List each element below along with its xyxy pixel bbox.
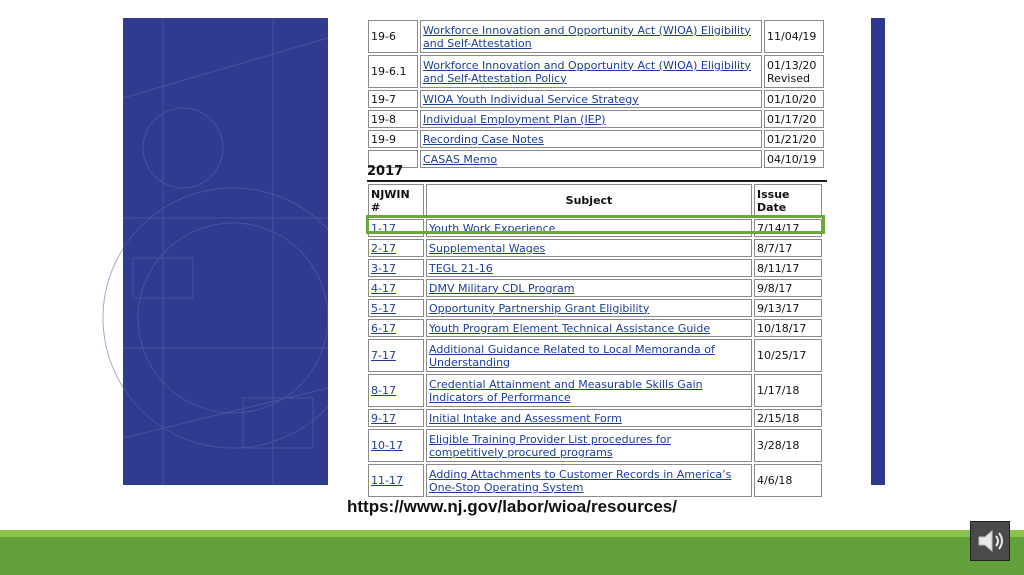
right-blue-stripe bbox=[871, 18, 885, 485]
memo-number-cell bbox=[368, 319, 424, 337]
memo-number-link[interactable]: 9-17 bbox=[371, 411, 396, 425]
memo-link[interactable]: TEGL 21-16 bbox=[429, 261, 493, 275]
table-row bbox=[368, 429, 822, 462]
table-row bbox=[368, 55, 824, 88]
memo-link[interactable]: Additional Guidance Related to Local Memoranda of Understanding bbox=[429, 342, 715, 369]
memo-link[interactable]: Individual Employment Plan (IEP) bbox=[423, 112, 606, 126]
memo-subject-cell bbox=[426, 429, 752, 462]
memo-subject-cell bbox=[420, 20, 762, 53]
memo-number-link[interactable]: 1-17 bbox=[371, 221, 396, 235]
resources-page bbox=[328, 18, 871, 494]
memo-number-cell bbox=[368, 219, 424, 237]
memo-link[interactable]: Youth Program Element Technical Assistance Guide bbox=[429, 321, 711, 335]
table-row bbox=[368, 319, 822, 337]
memo-number-link[interactable]: 6-17 bbox=[371, 321, 396, 335]
memo-number: 19-8 bbox=[368, 110, 418, 128]
table-row bbox=[368, 130, 824, 148]
speaker-icon bbox=[971, 522, 1009, 560]
memo-number-link[interactable]: 4-17 bbox=[371, 281, 396, 295]
table-row bbox=[368, 259, 822, 277]
memo-date: 4/6/18 bbox=[754, 464, 822, 497]
memo-subject-cell bbox=[426, 409, 752, 427]
memo-table-2017 bbox=[366, 182, 824, 499]
memo-date: 2/15/18 bbox=[754, 409, 822, 427]
memo-number-link[interactable]: 3-17 bbox=[371, 261, 396, 275]
memo-subject-cell bbox=[426, 339, 752, 372]
memo-number-cell bbox=[368, 239, 424, 257]
memo-date: 8/7/17 bbox=[754, 239, 822, 257]
memo-date: 01/17/20 bbox=[764, 110, 824, 128]
memo-subject-cell bbox=[426, 374, 752, 407]
table-header-row bbox=[368, 184, 822, 217]
table-row bbox=[368, 219, 822, 237]
memo-number-cell bbox=[368, 279, 424, 297]
table-row bbox=[368, 464, 822, 497]
memo-date: 10/25/17 bbox=[754, 339, 822, 372]
table-row bbox=[368, 90, 824, 108]
memo-subject-cell bbox=[420, 130, 762, 148]
memo-number-cell bbox=[368, 299, 424, 317]
table-row bbox=[368, 299, 822, 317]
memo-number-cell bbox=[368, 464, 424, 497]
memo-number-cell bbox=[368, 429, 424, 462]
memo-subject-cell bbox=[426, 464, 752, 497]
column-header-subject: Subject bbox=[426, 184, 752, 217]
memo-subject-cell bbox=[420, 55, 762, 88]
memo-number-link[interactable]: 10-17 bbox=[371, 439, 403, 452]
memo-link[interactable]: Initial Intake and Assessment Form bbox=[429, 411, 622, 425]
column-header-date: Issue Date bbox=[754, 184, 822, 217]
memo-date: 04/10/19 bbox=[764, 150, 824, 168]
memo-link[interactable]: Workforce Innovation and Opportunity Act (WIOA) Eligibility and Self-Attestation bbox=[423, 23, 751, 50]
screenshot-image bbox=[123, 18, 885, 494]
table-row bbox=[368, 279, 822, 297]
memo-table-2019 bbox=[366, 18, 826, 170]
memo-subject-cell bbox=[420, 110, 762, 128]
blueprint-background bbox=[123, 18, 328, 485]
memo-date: 9/13/17 bbox=[754, 299, 822, 317]
memo-subject-cell bbox=[420, 150, 762, 168]
audio-button[interactable] bbox=[970, 521, 1010, 561]
memo-number-cell bbox=[368, 339, 424, 372]
table-row bbox=[368, 374, 822, 407]
memo-subject-cell bbox=[426, 279, 752, 297]
table-row bbox=[368, 239, 822, 257]
memo-date: 9/8/17 bbox=[754, 279, 822, 297]
memo-date: 01/21/20 bbox=[764, 130, 824, 148]
memo-subject-cell bbox=[426, 259, 752, 277]
memo-date: 3/28/18 bbox=[754, 429, 822, 462]
url-caption: https://www.nj.gov/labor/wioa/resources/ bbox=[347, 497, 677, 516]
column-header-number: NJWIN # bbox=[368, 184, 424, 217]
memo-date: 01/10/20 bbox=[764, 90, 824, 108]
memo-number-cell bbox=[368, 259, 424, 277]
memo-subject-cell bbox=[426, 219, 752, 237]
memo-date: 1/17/18 bbox=[754, 374, 822, 407]
memo-number-link[interactable]: 7-17 bbox=[371, 349, 396, 362]
memo-subject-cell bbox=[420, 90, 762, 108]
memo-link[interactable]: DMV Military CDL Program bbox=[429, 281, 575, 295]
memo-number: 19-6.1 bbox=[368, 55, 418, 88]
memo-link[interactable]: Recording Case Notes bbox=[423, 132, 544, 146]
memo-link[interactable]: WIOA Youth Individual Service Strategy bbox=[423, 92, 639, 106]
table-row bbox=[368, 20, 824, 53]
memo-number-link[interactable]: 8-17 bbox=[371, 384, 396, 397]
table-row bbox=[368, 339, 822, 372]
memo-link[interactable]: CASAS Memo bbox=[423, 152, 498, 166]
memo-link[interactable]: Eligible Training Provider List procedures for competitively procured programs bbox=[429, 432, 671, 459]
memo-subject-cell bbox=[426, 319, 752, 337]
memo-number-link[interactable]: 2-17 bbox=[371, 241, 396, 255]
memo-number-cell bbox=[368, 374, 424, 407]
table-row bbox=[368, 110, 824, 128]
year-heading: 2017 bbox=[367, 164, 404, 179]
memo-number-cell bbox=[368, 409, 424, 427]
memo-subject-cell bbox=[426, 299, 752, 317]
memo-link[interactable]: Adding Attachments to Customer Records in America’s One-Stop Operating System bbox=[429, 467, 732, 494]
memo-date: 11/04/19 bbox=[764, 20, 824, 53]
memo-link[interactable]: Youth Work Experience bbox=[429, 221, 556, 235]
table-row bbox=[368, 409, 822, 427]
memo-number-link[interactable]: 11-17 bbox=[371, 474, 403, 487]
memo-date: 7/14/17 bbox=[754, 219, 822, 237]
memo-link[interactable]: Supplemental Wages bbox=[429, 241, 546, 255]
memo-number: 19-6 bbox=[368, 20, 418, 53]
memo-date: 01/13/20 Revised bbox=[764, 55, 824, 88]
memo-link[interactable]: Credential Attainment and Measurable Skills Gain Indicators of Performance bbox=[429, 377, 703, 404]
memo-date: 8/11/17 bbox=[754, 259, 822, 277]
memo-number-link[interactable]: 5-17 bbox=[371, 301, 396, 315]
memo-subject-cell bbox=[426, 239, 752, 257]
memo-link[interactable]: Opportunity Partnership Grant Eligibility bbox=[429, 301, 650, 315]
footer-accent-band bbox=[0, 530, 1024, 537]
memo-date: 10/18/17 bbox=[754, 319, 822, 337]
table-row bbox=[368, 150, 824, 168]
footer-band bbox=[0, 537, 1024, 575]
memo-link[interactable]: Workforce Innovation and Opportunity Act (WIOA) Eligibility and Self-Attestation Policy bbox=[423, 58, 751, 85]
memo-number: 19-9 bbox=[368, 130, 418, 148]
memo-number: 19-7 bbox=[368, 90, 418, 108]
